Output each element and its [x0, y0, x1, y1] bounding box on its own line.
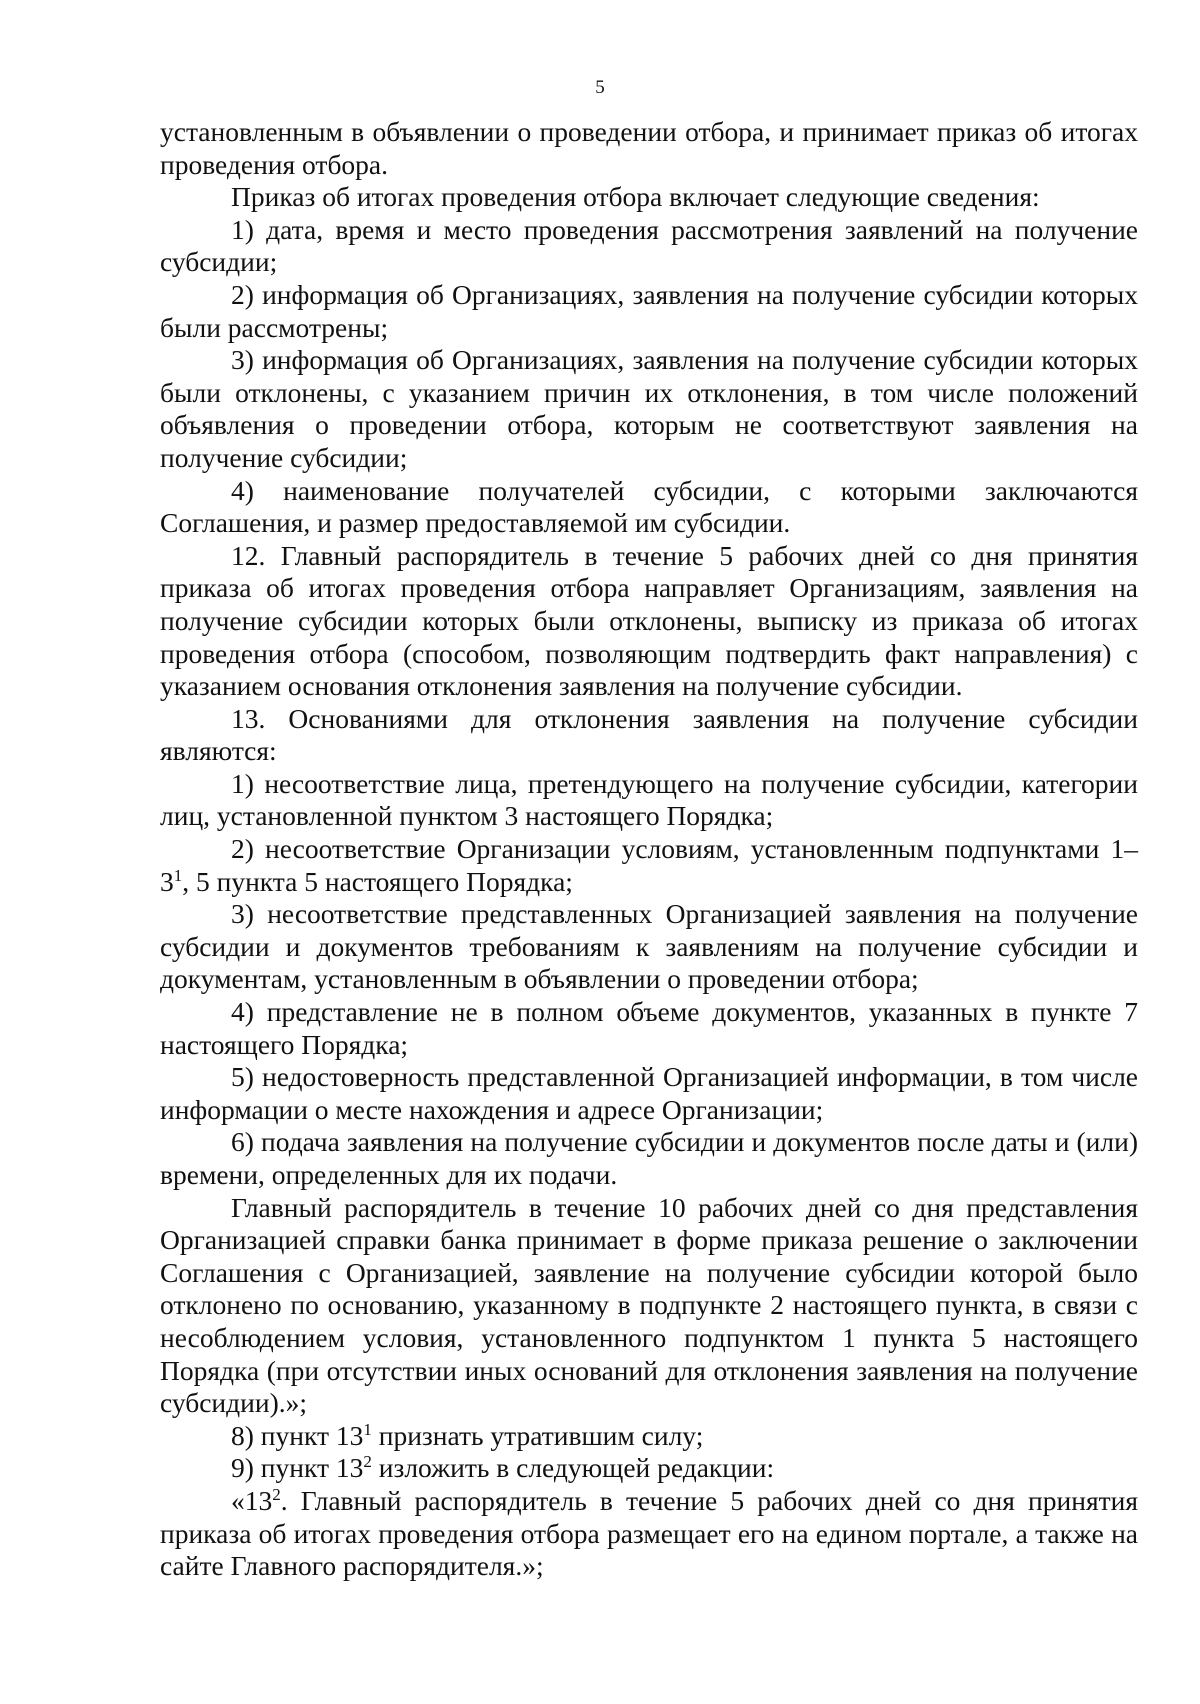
text-span: , 5 пункта 5 настоящего Порядка; [182, 865, 573, 897]
paragraph: Главный распорядитель в течение 10 рабочих дней со дня представления Организацией справки банка принимает в форме приказа решение о заключении Соглашения с Организацией, заявление на получение субсидии которой было отклонено по основанию, указанному в подпункте 2 настоящего пункта, в связи с несоблюдением условия, установленного подпунктом 1 пункта 5 настоящего Порядка (при отсутствии иных оснований для отклонения заявления на получение субсидии).»; [160, 1191, 1138, 1419]
paragraph: Приказ об итогах проведения отбора включает следующие сведения: [231, 181, 1040, 213]
list-item: 2) информация об Организациях, заявления на получение субсидии которых были рассмотрены; [160, 278, 1138, 343]
text-span: «13 [231, 1484, 273, 1516]
superscript: 2 [363, 1452, 372, 1472]
page-number: 5 [595, 77, 605, 98]
text-span: 8) пункт 13 [231, 1419, 364, 1451]
amendment-item [160, 1452, 1138, 1485]
list-item [160, 833, 1138, 898]
list-item: 3) несоответствие представленных Организацией заявления на получение субсидии и документов требованиям к заявлениям на получение субсидии и документам, установленным в объявлении о проведении отбора; [160, 898, 1138, 995]
list-item: 5) недостоверность представленной Организацией информации, в том числе информации о месте нахождения и адресе Организации; [160, 1061, 1138, 1125]
list-item: 3) информация об Организациях, заявления на получение субсидии которых были отклонены, с указанием причин их отклонения, в том числе положений объявления о проведении отбора, которым не соответствуют заявления на получение субсидии; [160, 344, 1138, 473]
superscript: 2 [272, 1484, 281, 1504]
list-item: 1) несоответствие лица, претендующего на получение субсидии, категории лиц, установленной пунктом 3 настоящего Порядка; [160, 767, 1138, 832]
superscript: 1 [363, 1419, 372, 1439]
document-body [160, 116, 1138, 1583]
clause-13: 13. Основаниями для отклонения заявления на получение субсидии являются: [160, 702, 1138, 767]
list-item: 6) подача заявления на получение субсидии и документов после даты и (или) времени, определенных для их подачи. [160, 1126, 1138, 1190]
amendment-quote [160, 1485, 1138, 1583]
list-item: 4) представление не в полном объеме документов, указанных в пункте 7 настоящего Порядка; [160, 996, 1138, 1060]
amendment-item [160, 1420, 1138, 1453]
paragraph: установленным в объявлении о проведении отбора, и принимает приказ об итогах проведения отбора. [160, 116, 1138, 180]
superscript: 1 [173, 865, 183, 885]
list-item: 1) дата, время и место проведения рассмотрения заявлений на получение субсидии; [160, 213, 1138, 278]
text-span: . Главный распорядитель в течение 5 рабочих дней со дня принятия приказа об итогах проведения отбора размещает его на едином портале, а также на сайте Главного распорядителя.»; [160, 1484, 1138, 1582]
list-item: 4) наименование получателей субсидии, с которыми заключаются Соглашения, и размер предоставляемой им субсидии. [160, 474, 1138, 539]
text-span: изложить в следующей редакции: [371, 1452, 775, 1484]
text-span: 9) пункт 13 [231, 1452, 364, 1484]
text-span: признать утратившим силу; [371, 1419, 704, 1451]
text-span: 2) несоответствие Организации условиям, установленным подпунктами 1–3 [160, 833, 1138, 897]
clause-12: 12. Главный распорядитель в течение 5 рабочих дней со дня принятия приказа об итогах проведения отбора направляет Организациям, заявления на получение субсидии которых были отклонены, выписку из приказа об итогах проведения отбора (способом, позволяющим подтвердить факт направления) с указанием основания отклонения заявления на получение субсидии. [160, 539, 1138, 702]
